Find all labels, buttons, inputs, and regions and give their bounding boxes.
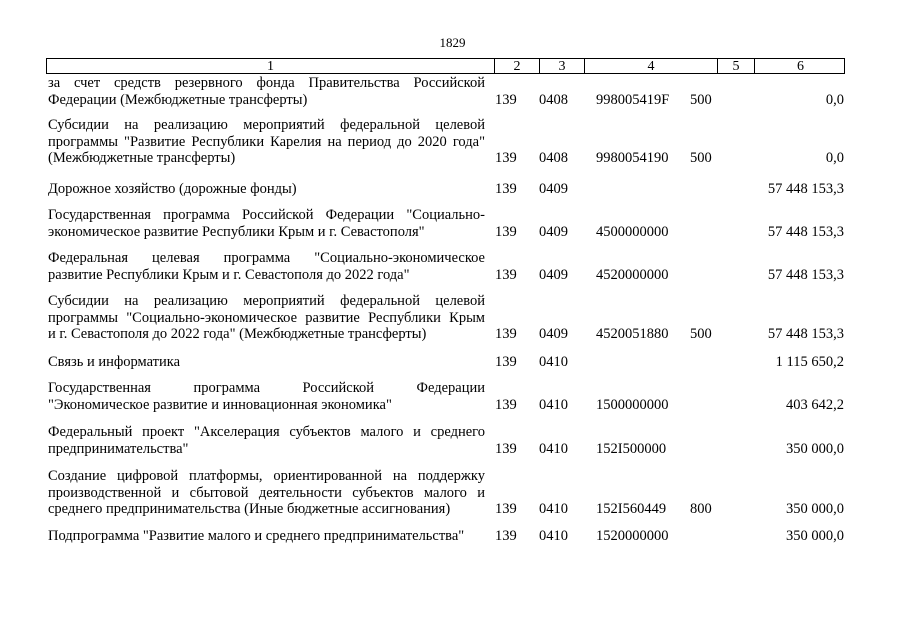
row-name-line: (Межбюджетные трансферты) <box>48 150 236 167</box>
row-target-article: 9980054190 <box>596 150 669 167</box>
row-gr: 139 <box>495 501 517 518</box>
row-sum: 0,0 <box>825 91 844 108</box>
row-gr: 139 <box>495 91 517 108</box>
table-row <box>0 250 905 283</box>
row-expense-type: 800 <box>690 501 712 518</box>
row-target-article: 152I560449 <box>596 501 667 518</box>
row-expense-type: 500 <box>690 150 712 167</box>
row-section: 0410 <box>539 501 568 518</box>
row-section: 0408 <box>539 150 568 167</box>
row-expense-type: 500 <box>690 91 712 108</box>
row-name-line: Федерации (Межбюджетные трансферты) <box>48 91 308 108</box>
row-name-line: Государственная программа Российской Федерации <box>48 380 485 396</box>
table-row <box>0 354 905 371</box>
row-name-line: производственной и сбытовой деятельности субъектов малого и <box>48 484 485 501</box>
row-name-line: предпринимательства" <box>48 440 189 457</box>
row-name-line: Федеральная целевая программа "Социально-экономическое <box>48 250 485 266</box>
row-sum: 1 115 650,2 <box>775 353 844 370</box>
table-row <box>0 181 905 198</box>
row-name <box>48 468 485 518</box>
row-target-article: 1500000000 <box>596 396 669 413</box>
header-col-5: 5 <box>717 59 754 73</box>
table-row <box>0 75 905 108</box>
row-name <box>48 207 485 240</box>
row-name <box>48 380 485 413</box>
row-gr: 139 <box>495 396 517 413</box>
row-name-line: Подпрограмма "Развитие малого и среднего предпринимательства" <box>48 528 465 544</box>
row-target-article: 1520000000 <box>596 527 669 544</box>
page-number: 1829 <box>439 35 466 50</box>
row-gr: 139 <box>495 223 517 240</box>
row-name-line: программы "Социально-экономическое развитие Республики Крым <box>48 309 485 326</box>
row-target-article: 4520000000 <box>596 266 669 283</box>
row-name-line: Связь и информатика <box>48 354 181 370</box>
table-row <box>0 468 905 518</box>
row-name-line: Дорожное хозяйство (дорожные фонды) <box>48 181 297 197</box>
row-gr: 139 <box>495 353 517 370</box>
row-name <box>48 181 485 198</box>
row-name <box>48 293 485 343</box>
row-gr: 139 <box>495 266 517 283</box>
row-section: 0409 <box>539 326 568 343</box>
table-row <box>0 380 905 413</box>
header-col-1: 1 <box>267 59 274 74</box>
row-target-article: 4500000000 <box>596 223 669 240</box>
row-section: 0409 <box>539 266 568 283</box>
table-header <box>46 58 845 74</box>
row-section: 0410 <box>539 396 568 413</box>
row-name <box>48 424 485 457</box>
header-col-2: 2 <box>494 59 539 73</box>
header-col-4: 4 <box>584 59 717 73</box>
row-name-line: "Экономическое развитие и инновационная экономика" <box>48 396 392 413</box>
row-name-line: Государственная программа Российской Федерации "Социально- <box>48 207 485 223</box>
row-sum: 57 448 153,3 <box>767 326 844 343</box>
row-gr: 139 <box>495 527 517 544</box>
table-row <box>0 207 905 240</box>
row-name-line: и г. Севастополя до 2022 года" (Межбюджетные трансферты) <box>48 326 427 343</box>
row-sum: 0,0 <box>825 150 844 167</box>
row-name <box>48 75 485 108</box>
header-col-6: 6 <box>754 59 846 73</box>
row-name-line: Субсидии на реализацию мероприятий федеральной целевой <box>48 117 485 133</box>
row-gr: 139 <box>495 440 517 457</box>
row-gr: 139 <box>495 150 517 167</box>
row-sum: 350 000,0 <box>786 501 844 518</box>
row-target-article: 998005419F <box>596 91 670 108</box>
row-sum: 57 448 153,3 <box>767 223 844 240</box>
row-name <box>48 117 485 167</box>
row-gr: 139 <box>495 180 517 197</box>
row-target-article: 4520051880 <box>596 326 669 343</box>
row-sum: 350 000,0 <box>786 440 844 457</box>
row-section: 0409 <box>539 180 568 197</box>
row-name <box>48 250 485 283</box>
header-col-3: 3 <box>539 59 584 73</box>
row-sum: 57 448 153,3 <box>767 266 844 283</box>
row-section: 0410 <box>539 440 568 457</box>
row-name-line: экономическое развитие Республики Крым и г. Севастополя" <box>48 223 425 240</box>
row-name-line: Федеральный проект "Акселерация субъектов малого и среднего <box>48 424 485 440</box>
table-row <box>0 117 905 167</box>
row-name-line: программы "Развитие Республики Карелия на период до 2020 года" <box>48 133 485 150</box>
row-name-line: Субсидии на реализацию мероприятий федеральной целевой <box>48 293 485 309</box>
table-row <box>0 293 905 343</box>
row-target-article: 152I500000 <box>596 440 667 457</box>
table-row <box>0 528 905 545</box>
row-expense-type: 500 <box>690 326 712 343</box>
row-name <box>48 354 485 371</box>
table-row <box>0 424 905 457</box>
row-name-line: за счет средств резервного фонда Правительства Российской <box>48 75 485 91</box>
row-sum: 403 642,2 <box>786 396 844 413</box>
row-name <box>48 528 485 545</box>
row-name-line: развитие Республики Крым и г. Севастополя до 2022 года" <box>48 266 410 283</box>
row-sum: 350 000,0 <box>786 527 844 544</box>
row-section: 0409 <box>539 223 568 240</box>
row-section: 0410 <box>539 527 568 544</box>
row-name-line: среднего предпринимательства (Иные бюджетные ассигнования) <box>48 501 451 518</box>
row-section: 0408 <box>539 91 568 108</box>
row-gr: 139 <box>495 326 517 343</box>
row-name-line: Создание цифровой платформы, ориентированной на поддержку <box>48 468 485 484</box>
row-sum: 57 448 153,3 <box>767 180 844 197</box>
row-section: 0410 <box>539 353 568 370</box>
